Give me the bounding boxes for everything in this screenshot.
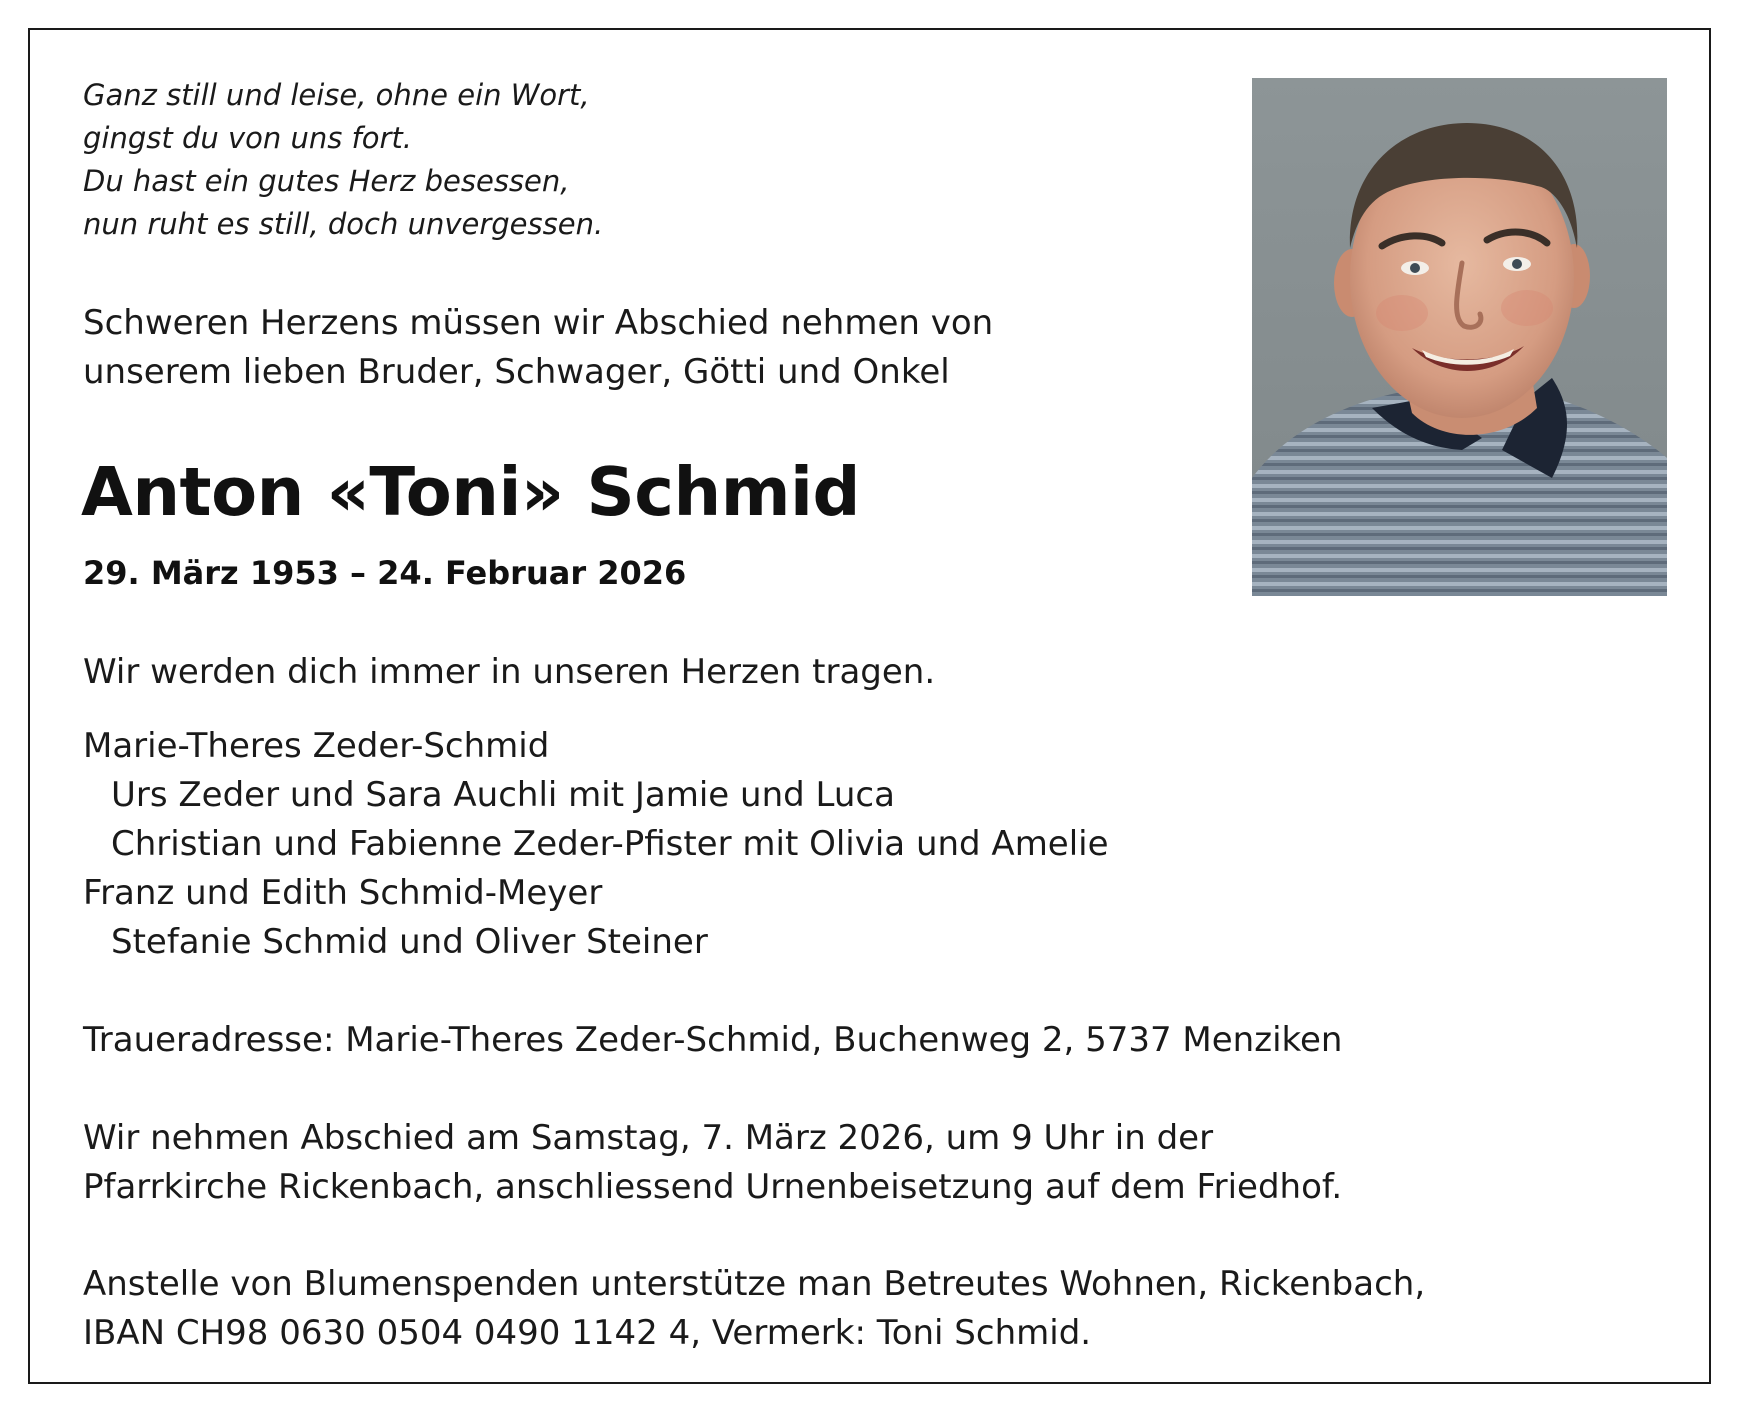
mourner-entry: Urs Zeder und Sara Auchli mit Jamie und Luca	[111, 775, 895, 815]
donation-info	[83, 1260, 1425, 1358]
mourner-entry: Stefanie Schmid und Oliver Steiner	[111, 922, 708, 962]
poem-line: gingst du von uns fort.	[83, 121, 413, 155]
intro-line: unserem lieben Bruder, Schwager, Götti und Onkel	[83, 352, 950, 392]
portrait-photo	[1252, 78, 1667, 596]
mourning-address: Traueradresse: Marie-Theres Zeder-Schmid, Buchenweg 2, 5737 Menziken	[83, 1020, 1343, 1060]
donation-line: IBAN CH98 0630 0504 0490 1142 4, Vermerk: Toni Schmid.	[83, 1313, 1092, 1353]
service-info	[83, 1114, 1342, 1212]
intro-text	[83, 299, 993, 397]
mourner-entry: Marie-Theres Zeder-Schmid	[83, 726, 550, 766]
poem	[83, 74, 603, 246]
mourner-entry: Franz und Edith Schmid-Meyer	[83, 873, 603, 913]
service-line: Pfarrkirche Rickenbach, anschliessend Urnenbeisetzung auf dem Friedhof.	[83, 1167, 1343, 1207]
poem-line: Ganz still und leise, ohne ein Wort,	[83, 78, 590, 112]
life-dates: 29. März 1953 – 24. Februar 2026	[83, 554, 687, 592]
mourner-entry: Christian und Fabienne Zeder-Pfister mit Olivia und Amelie	[111, 824, 1109, 864]
poem-line: Du hast ein gutes Herz besessen,	[83, 164, 570, 198]
intro-line: Schweren Herzens müssen wir Abschied nehmen von	[83, 303, 994, 343]
service-line: Wir nehmen Abschied am Samstag, 7. März 2026, um 9 Uhr in der	[83, 1118, 1214, 1158]
deceased-name: Anton «Toni» Schmid	[81, 453, 860, 531]
poem-line: nun ruht es still, doch unvergessen.	[83, 207, 604, 241]
donation-line: Anstelle von Blumenspenden unterstütze man Betreutes Wohnen, Rickenbach,	[83, 1264, 1426, 1304]
tribute-line: Wir werden dich immer in unseren Herzen tragen.	[83, 652, 936, 692]
mourners-list	[83, 722, 1109, 967]
